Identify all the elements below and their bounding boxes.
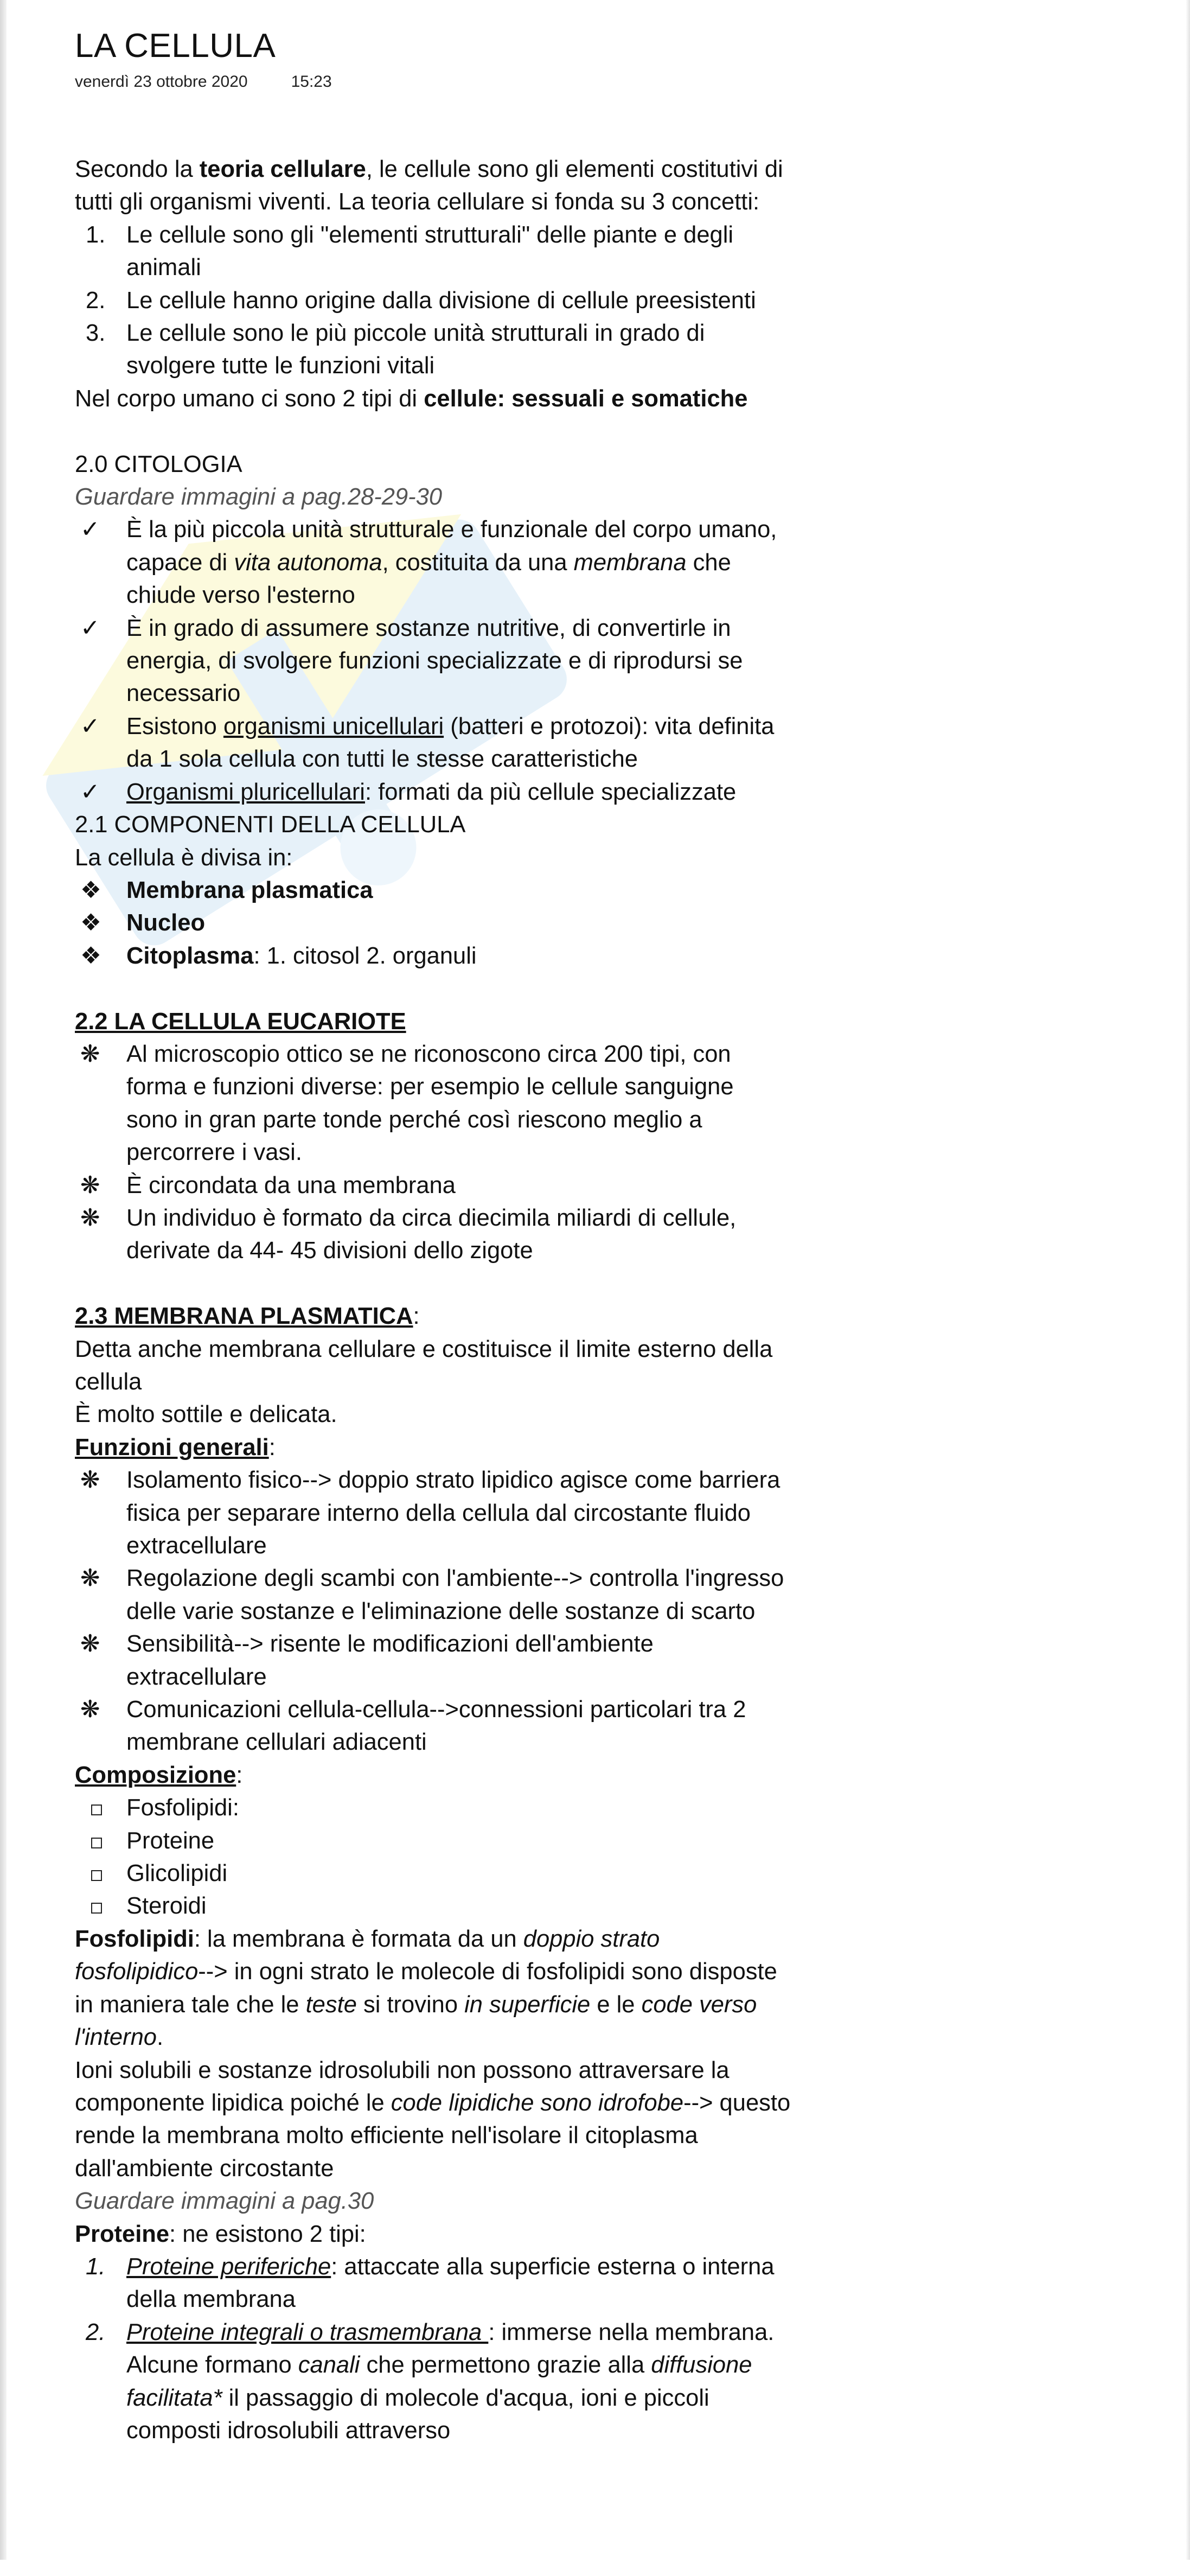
section-heading-eucariote: 2.2 LA CELLULA EUCARIOTE <box>75 1008 406 1035</box>
star-bullet-icon: ❋ <box>80 1204 100 1231</box>
note-date: venerdì 23 ottobre 2020 <box>75 73 248 91</box>
composizione-label: Composizione: <box>75 1762 243 1788</box>
list-item: ❋ Regolazione degli scambi con l'ambiente--> controlla l'ingresso delle varie sostanze e l'eliminazione delle sostanze di scarto <box>75 1562 791 1628</box>
square-bullet-icon <box>80 1890 118 1922</box>
componenti-list <box>75 874 791 972</box>
checkmark-icon: ✓ <box>80 779 100 805</box>
list-item: 3. Le cellule sono le più piccole unità strutturali in grado di svolgere tutte le funzioni vitali <box>86 320 705 379</box>
star-bullet-icon: ❋ <box>80 1631 100 1657</box>
note-body <box>75 153 791 2447</box>
eucariote-list <box>75 1038 791 1267</box>
ioni-paragraph: Ioni solubili e sostanze idrosolubili non possono attraversare la componente lipidica poiché le code lipidiche sono idrofobe--> questo rende la membrana molto efficiente nell'isolare il citoplasma dall'ambiente circostante <box>75 2057 791 2182</box>
list-item: ❋ Comunicazioni cellula-cellula-->connessioni particolari tra 2 membrane cellulari adiacenti <box>75 1693 791 1759</box>
intro-paragraph: Secondo la teoria cellulare, le cellule sono gli elementi costitutivi di tutti gli organismi viventi. La teoria cellulare si fonda su 3 concetti: <box>75 156 783 215</box>
page-title: LA CELLULA <box>75 27 276 65</box>
funzioni-label: Funzioni generali: <box>75 1434 276 1461</box>
star-bullet-icon: ❋ <box>80 1041 100 1067</box>
list-item: ✓ Organismi pluricellulari: formati da più cellule specializzate <box>75 776 791 808</box>
composizione-list <box>75 1791 791 1923</box>
list-item: ❋ Isolamento fisico--> doppio strato lipidico agisce come barriera fisica per separare interno della cellula dal circostante fluido extracellulare <box>75 1464 791 1562</box>
list-item: 2. Proteine integrali o trasmembrana : immerse nella membrana. Alcune formano canali che permettono grazie alla diffusione facilitata* il passaggio di molecole d'acqua, ioni e piccoli composti idrosolubili attraverso <box>86 2319 775 2444</box>
fosfolipidi-paragraph: Fosfolipidi: la membrana è formata da un doppio strato fosfolipidico--> in ogni strato le molecole di fosfolipidi sono disposte in maniera tale che le teste si trovino in superficie e le code verso l'interno. <box>75 1925 777 2051</box>
list-item: ❖ Nucleo <box>75 907 791 939</box>
list-item: ❋ È circondata da una membrana <box>75 1169 791 1202</box>
list-item: Proteine <box>75 1825 791 1857</box>
star-bullet-icon: ❋ <box>80 1565 100 1592</box>
list-item: 1. Le cellule sono gli "elementi strutturali" delle piante e degli animali <box>86 221 734 281</box>
star-bullet-icon: ❋ <box>80 1467 100 1494</box>
funzioni-list <box>75 1464 791 1759</box>
note-time: 15:23 <box>291 73 332 91</box>
section-heading-componenti: 2.1 COMPONENTI DELLA CELLULA <box>75 812 466 838</box>
list-item: Glicolipidi <box>75 1857 791 1890</box>
list-item: Steroidi <box>75 1890 791 1922</box>
star-bullet-icon: ❋ <box>80 1697 100 1723</box>
section-heading-citologia: 2.0 CITOLOGIA <box>75 451 242 477</box>
page-shadow-right <box>1186 0 1190 2576</box>
star-bullet-icon: ❋ <box>80 1172 100 1198</box>
list-item: ✓ È in grado di assumere sostanze nutritive, di convertirle in energia, di svolgere funzioni specializzate e di riprodursi se necessario <box>75 612 791 710</box>
proteine-list <box>75 2250 791 2447</box>
square-bullet-icon <box>80 1825 118 1857</box>
proteine-line: Proteine: ne esistono 2 tipi: <box>75 2221 366 2247</box>
list-item: 1. Proteine periferiche: attaccate alla superficie esterna o interna della membrana <box>86 2253 775 2313</box>
image-reference-note: Guardare immagini a pag.28-29-30 <box>75 484 443 511</box>
square-bullet-icon <box>80 1857 118 1890</box>
page-shadow-left <box>0 0 7 2576</box>
diamond-bullet-icon: ❖ <box>80 910 101 936</box>
membrana-desc: Detta anche membrana cellulare e costituisce il limite esterno della cellula <box>75 1336 773 1395</box>
cell-types-line: Nel corpo umano ci sono 2 tipi di cellule: sessuali e somatiche <box>75 385 748 412</box>
list-item: ❋ Un individuo è formato da circa diecimila miliardi di cellule, derivate da 44- 45 divisioni dello zigote <box>75 1202 791 1267</box>
checkmark-icon: ✓ <box>80 713 100 739</box>
citologia-list <box>75 513 791 808</box>
image-reference-note-2: Guardare immagini a pag.30 <box>75 2188 374 2215</box>
list-item: ❖ Membrana plasmatica <box>75 874 791 907</box>
page-cutoff <box>0 2560 1190 2576</box>
theory-list <box>75 219 791 382</box>
document <box>75 22 791 2447</box>
list-item: ✓ È la più piccola unità strutturale e funzionale del corpo umano, capace di vita autonoma, costituita da una membrana che chiude verso l'esterno <box>75 513 791 611</box>
note-meta <box>75 71 791 93</box>
diamond-bullet-icon: ❖ <box>80 942 101 969</box>
list-item: ❋ Sensibilità--> risente le modificazioni dell'ambiente extracellulare <box>75 1628 791 1693</box>
componenti-lead: La cellula è divisa in: <box>75 844 293 871</box>
list-item: ❖ Citoplasma: 1. citosol 2. organuli <box>75 940 791 972</box>
list-item: ❋ Al microscopio ottico se ne riconoscono circa 200 tipi, con forma e funzioni diverse: per esempio le cellule sanguigne sono in gran parte tonde perché così riescono meglio a percorrere i vasi. <box>75 1038 791 1169</box>
square-bullet-icon <box>80 1791 118 1824</box>
checkmark-icon: ✓ <box>80 517 100 543</box>
list-item: 2. Le cellule hanno origine dalla divisione di cellule preesistenti <box>86 287 756 314</box>
list-item: ✓ Esistono organismi unicellulari (batteri e protozoi): vita definita da 1 sola cellula con tutti le stesse caratteristiche <box>75 710 791 776</box>
membrana-desc-2: È molto sottile e delicata. <box>75 1401 337 1428</box>
section-heading-membrana: 2.3 MEMBRANA PLASMATICA: <box>75 1303 420 1330</box>
diamond-bullet-icon: ❖ <box>80 877 101 903</box>
checkmark-icon: ✓ <box>80 615 100 641</box>
list-item: Fosfolipidi: <box>75 1791 791 1824</box>
